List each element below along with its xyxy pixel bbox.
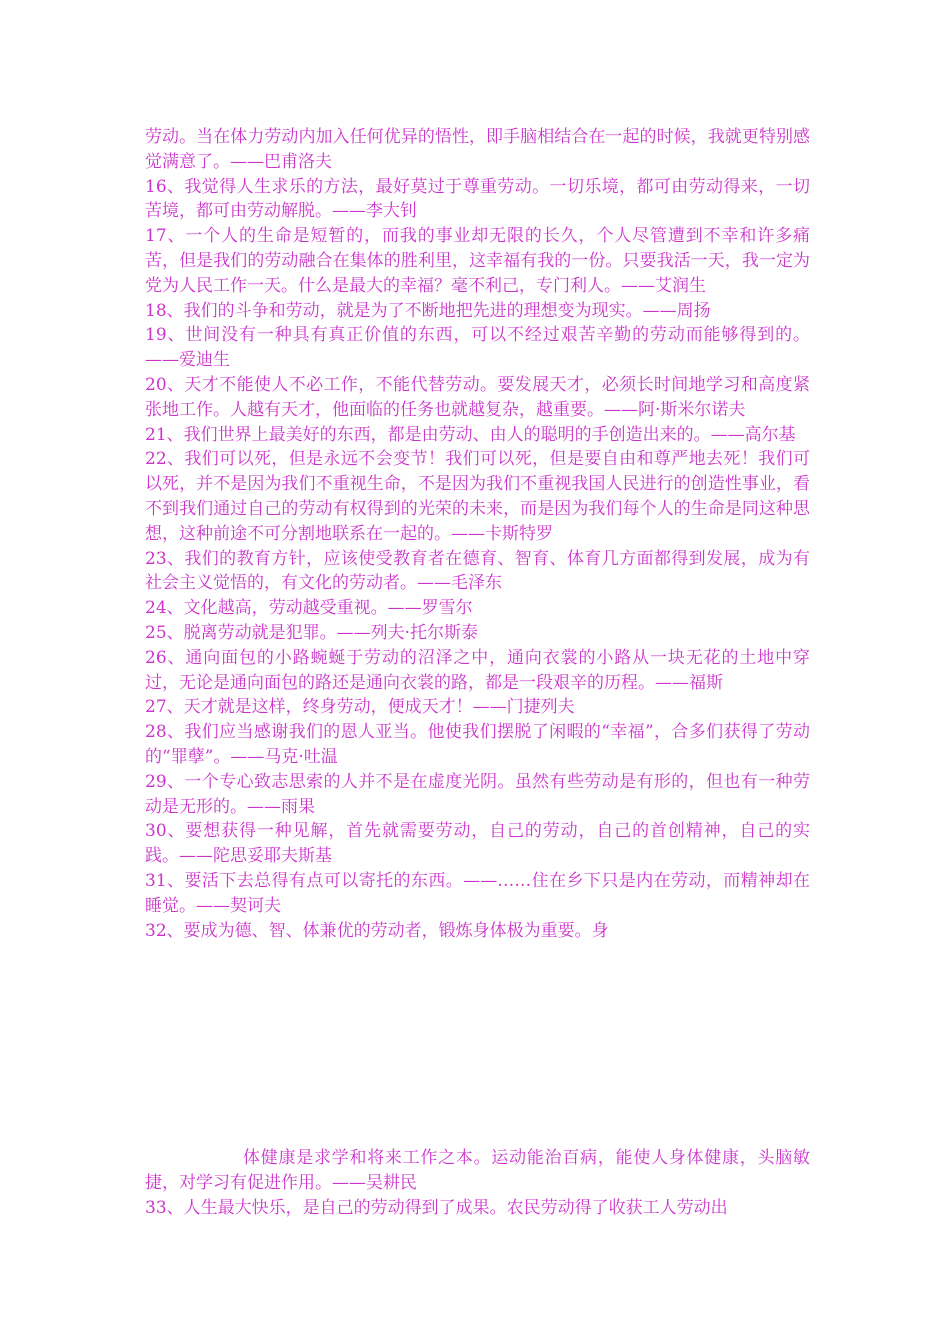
- quote-20: 20、天才不能使人不必工作，不能代替劳动。要发展天才，必须长时间地学习和高度紧张地工作。人越有天才，他面临的任务也就越复杂，越重要。——阿·斯米尔诺夫: [145, 374, 810, 420]
- quote-17: 17、一个人的生命是短暂的，而我的事业却无限的长久，个人尽管遭到不幸和许多痛苦，但是我们的劳动融合在集体的胜利里，这幸福有我的一份。只要我活一天，我一定为党为人民工作一天。什么是最大的幸福？毫不利己，专门利人。——艾润生: [145, 226, 810, 296]
- quote-29: 29、一个专心致志思索的人并不是在虚度光阴。虽然有些劳动是有形的，但也有一种劳动是无形的。——雨果: [145, 771, 810, 817]
- quote-28: 28、我们应当感谢我们的恩人亚当。他使我们摆脱了闲暇的“幸福”，合多们获得了劳动的“罪孽”。——马克·吐温: [145, 722, 810, 767]
- quote-16: 16、我觉得人生求乐的方法，最好莫过于尊重劳动。一切乐境，都可由劳动得来，一切苦境，都可由劳动解脱。——李大钊: [145, 176, 810, 222]
- quote-22: 22、我们可以死，但是永远不会变节！我们可以死，但是要自由和尊严地去死！我们可以死，并不是因为我们不重视生命，不是因为我们不重视我国人民进行的创造性事业，看不到我们通过自己的劳动有权得到的光荣的未来，而是因为我们每个人的生命是同这种思想，这种前途不可分割地联系在一起的。——卡斯特罗: [145, 449, 810, 544]
- quote-27: 27、天才就是这样，终身劳动，便成天才！——门捷列夫: [145, 697, 575, 718]
- quote-32: 32、要成为德、智、体兼优的劳动者，锻炼身体极为重要。身: [145, 920, 609, 941]
- paragraph-continuation: 劳动。当在体力劳动内加入任何优异的悟性，即手脑相结合在一起的时候，我就更特别感觉满意了。——巴甫洛夫: [145, 127, 810, 172]
- quote-list-continued: [145, 1146, 810, 1220]
- quote-33: 33、人生最大快乐，是自己的劳动得到了成果。农民劳动得了收获工人劳动出: [145, 1197, 728, 1218]
- quote-32-continuation: 体健康是求学和将来工作之本。运动能治百病，能使人身体健康，头脑敏捷，对学习有促进作用。——吴耕民: [145, 1148, 810, 1193]
- quote-26: 26、通向面包的小路蜿蜒于劳动的沼泽之中，通向衣裳的小路从一块无花的土地中穿过，无论是通向面包的路还是通向衣裳的路，都是一段艰辛的历程。——福斯: [145, 647, 810, 693]
- quote-list: [145, 125, 810, 943]
- quote-19: 19、世间没有一种具有真正价值的东西，可以不经过艰苦辛勤的劳动而能够得到的。——爱迪生: [145, 325, 810, 371]
- quote-18: 18、我们的斗争和劳动，就是为了不断地把先进的理想变为现实。——周扬: [145, 300, 711, 321]
- quote-24: 24、文化越高，劳动越受重视。——罗雪尔: [145, 598, 473, 619]
- quote-30: 30、要想获得一种见解，首先就需要劳动，自己的劳动，自己的首创精神，自己的实践。——陀思妥耶夫斯基: [145, 821, 810, 867]
- quote-23: 23、我们的教育方针，应该使受教育者在德育、智育、体育几方面都得到发展，成为有社会主义觉悟的，有文化的劳动者。——毛泽东: [145, 548, 810, 594]
- quote-21: 21、我们世界上最美好的东西，都是由劳动、由人的聪明的手创造出来的。——高尔基: [145, 424, 796, 445]
- quote-25: 25、脱离劳动就是犯罪。——列夫·托尔斯泰: [145, 622, 479, 643]
- quote-31: 31、要活下去总得有点可以寄托的东西。——……住在乡下只是内在劳动，而精神却在睡觉。——契诃夫: [145, 870, 810, 916]
